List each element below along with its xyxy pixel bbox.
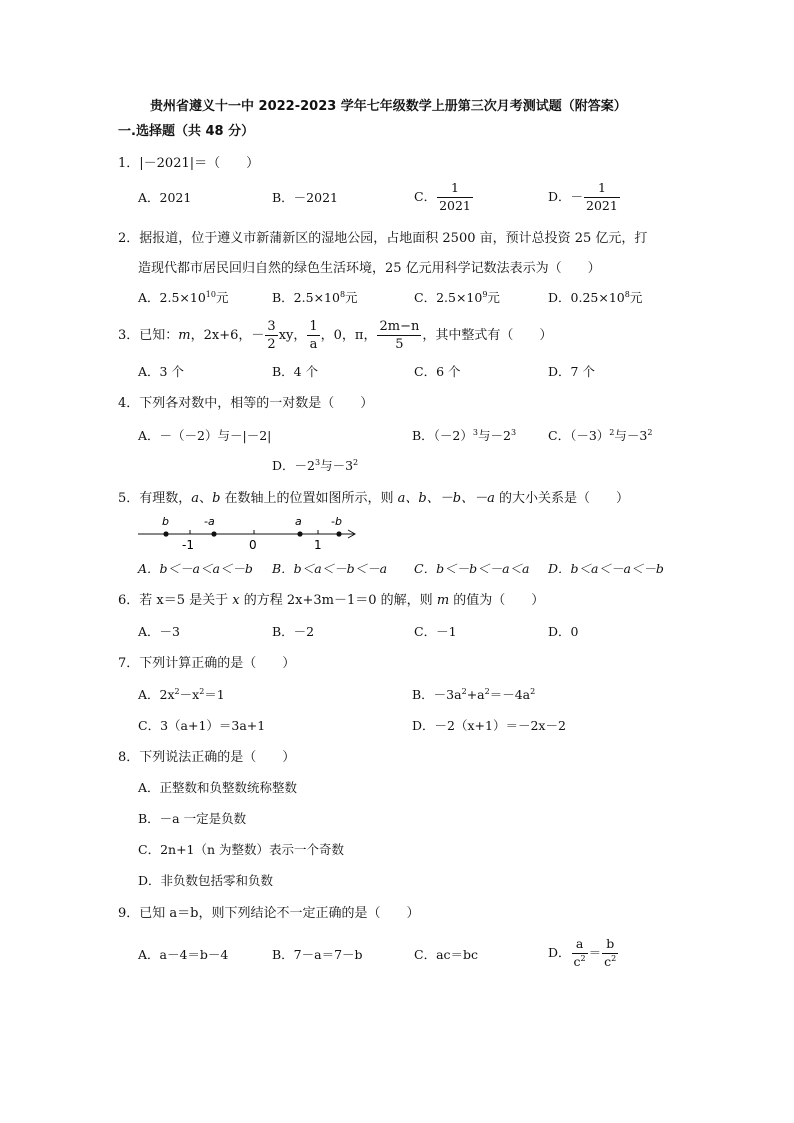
tick-label: 0	[249, 538, 257, 552]
q7-option-a: A．$2x^2-x^2=1$	[138, 687, 225, 702]
q8-option-b: B．－a 一定是负数	[138, 811, 247, 826]
question-7: 7．下列计算正确的是（ ）	[118, 656, 296, 671]
question-2: 2．据报道，位于遵义市新蒲新区的湿地公园，占地面积 2500 亩，预计总投资 25 亿元，打	[118, 231, 648, 246]
q4-option-b: B．$(-2)^3$与$-2^3$	[412, 428, 517, 443]
question-1	[118, 157, 259, 170]
question-5: 5．有理数，a、b 在数轴上的位置如图所示，则 a、b、－b、－a 的大小关系是（ ）	[118, 491, 629, 506]
point-dot	[163, 531, 168, 536]
question-number: 1．	[118, 156, 140, 171]
question-9: 9．已知 a＝b，则下列结论不一定正确的是（ ）	[118, 906, 420, 921]
point-dot	[297, 531, 302, 536]
q7-option-c: C．3（a+1）＝3a+1	[138, 718, 266, 733]
document-title: 贵州省遵义十一中 2022-2023 学年七年级数学上册第三次月考测试题（附答案）	[150, 99, 627, 114]
q7-option-b: B．$-3a^2+a^2=-4a^2$	[412, 687, 536, 702]
q1-option-c: C． $\frac{1}{2021}$	[414, 180, 471, 213]
q9-option-d: D． $\frac{a}{c^2}$ ＝ $\frac{b}{c^2}$	[548, 936, 617, 969]
q3-option-a: A．3 个	[138, 364, 184, 379]
q9-option-c: C．ac＝bc	[414, 947, 479, 962]
q2-option-a: A．$2.5\times 10^{10}$元	[138, 290, 229, 305]
question-8: 8．下列说法正确的是（ ）	[118, 750, 296, 765]
point-label: b	[162, 515, 169, 528]
q5-option-a: A．b＜－a＜a＜－b	[138, 561, 253, 576]
q6-option-b: B．－2	[272, 624, 315, 639]
q9-option-b: B．7－a＝7－b	[272, 947, 363, 962]
question-2-line2: 造现代都市居民回归自然的绿色生活环境，25 亿元用科学记数法表示为（ ）	[138, 261, 601, 276]
q8-option-d: D．非负数包括零和负数	[138, 873, 274, 888]
q4-option-a: A．－（－2）与－|－2|	[138, 428, 272, 443]
fraction: $\frac{3}{2}$	[267, 319, 276, 352]
q3-option-c: C．6 个	[414, 364, 461, 379]
q5-option-c: C．b＜－b＜－a＜a	[414, 561, 530, 576]
point-label: a	[295, 515, 302, 528]
tick-label: -1	[182, 538, 194, 552]
q9-option-a: A．a－4＝b－4	[138, 947, 229, 962]
question-6: 6．若 x＝5 是关于 x 的方程 2x+3m－1＝0 的解，则 m 的值为（ ）	[118, 593, 545, 608]
q6-option-d: D．0	[548, 624, 579, 639]
fraction: $\frac{b}{c^2}$	[604, 936, 617, 969]
q2-option-c: C．$2.5\times 10^9$元	[414, 290, 500, 305]
q6-option-a: A．－3	[138, 624, 180, 639]
q1-option-b: B．－2021	[272, 190, 338, 205]
question-3: 3．已知：m，2x+6，－ $\frac{3}{2}$ xy， $\frac{1}{a}$ ，0，π， $\frac{2m-n}{5}$ ，其中整式有（ ）	[118, 319, 553, 352]
q3-option-d: D．7 个	[548, 364, 595, 379]
q4-option-d: D．$-2^3$与$-3^2$	[272, 458, 359, 473]
q8-option-c: C．2n+1（n 为整数）表示一个奇数	[138, 842, 345, 857]
point-dot	[211, 531, 216, 536]
q1-option-a: A．2021	[138, 190, 192, 205]
number-line-svg	[136, 512, 366, 552]
q5-option-d: D．b＜a＜－a＜－b	[548, 561, 664, 576]
fraction: $\frac{2m-n}{5}$	[379, 319, 420, 352]
question-stem: |－2021|＝（ ）	[139, 156, 260, 171]
point-dot	[336, 531, 341, 536]
q2-option-d: D．$0.25\times 10^8$元	[548, 290, 643, 305]
fraction: $\frac{1}{2021}$	[439, 180, 471, 213]
q6-option-c: C．－1	[414, 624, 457, 639]
fraction: $\frac{1}{a}$	[309, 319, 318, 352]
fraction: $\frac{1}{2021}$	[586, 180, 618, 213]
q5-option-b: B．b＜a＜－b＜－a	[272, 561, 388, 576]
q7-option-d: D．－2（x+1）＝－2x－2	[412, 718, 566, 733]
fraction: $\frac{a}{c^2}$	[573, 936, 586, 969]
tick-label: 1	[314, 538, 322, 552]
question-4: 4．下列各对数中，相等的一对数是（ ）	[118, 396, 374, 411]
q1-option-d: D．－ $\frac{1}{2021}$	[548, 180, 618, 213]
point-label: -a	[204, 515, 215, 528]
q2-option-b: B．$2.5\times 10^8$元	[272, 290, 358, 305]
section-heading: 一.选择题（共 48 分）	[118, 124, 255, 139]
q8-option-a: A．正整数和负整数统称整数	[138, 780, 298, 795]
q4-option-c: C．$(-3)^2$与$-3^2$	[548, 428, 653, 443]
q3-option-b: B．4 个	[272, 364, 319, 379]
point-label: -b	[331, 515, 342, 528]
number-line-figure	[136, 512, 366, 552]
